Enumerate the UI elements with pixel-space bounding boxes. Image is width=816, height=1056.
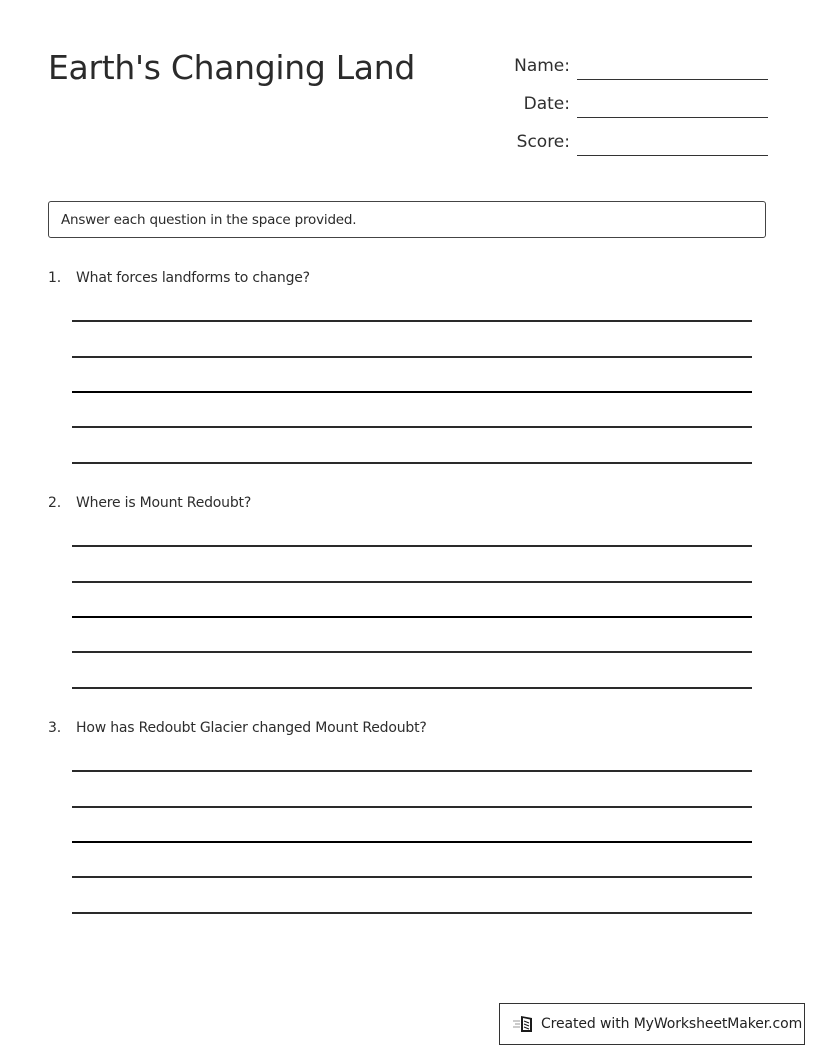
question-text [48,495,251,511]
date-field [480,88,770,118]
answer-line[interactable] [72,581,752,583]
answer-line[interactable] [72,876,752,878]
score-input-line[interactable] [577,155,768,156]
name-field [480,50,770,80]
answer-line[interactable] [72,912,752,914]
score-label: Score: [516,132,570,152]
answer-line[interactable] [72,320,752,322]
answer-line[interactable] [72,806,752,808]
worksheet-maker-logo-icon [512,1014,536,1034]
date-input-line[interactable] [577,117,768,118]
answer-line[interactable] [72,770,752,772]
answer-line[interactable] [72,651,752,653]
question-number: 3. [48,720,61,736]
instructions-box: Answer each question in the space provided. [48,201,766,238]
answer-line[interactable] [72,462,752,464]
worksheet-title: Earth's Changing Land [48,48,415,87]
date-label: Date: [523,94,570,114]
question-prompt: What forces landforms to change? [76,270,310,286]
answer-line[interactable] [72,545,752,547]
name-input-line[interactable] [577,79,768,80]
answer-line[interactable] [72,616,752,618]
answer-line[interactable] [72,356,752,358]
answer-line[interactable] [72,687,752,689]
question-number: 1. [48,270,61,286]
question-text [48,270,310,286]
score-field [480,126,770,156]
name-label: Name: [514,56,570,76]
answer-line[interactable] [72,426,752,428]
question-prompt: Where is Mount Redoubt? [76,495,252,511]
answer-line[interactable] [72,391,752,393]
question-number: 2. [48,495,61,511]
question-text [48,720,427,736]
footer-credit[interactable] [499,1003,805,1045]
question-prompt: How has Redoubt Glacier changed Mount Redoubt? [76,720,427,736]
answer-line[interactable] [72,841,752,843]
footer-text: Created with MyWorksheetMaker.com [541,1016,803,1032]
